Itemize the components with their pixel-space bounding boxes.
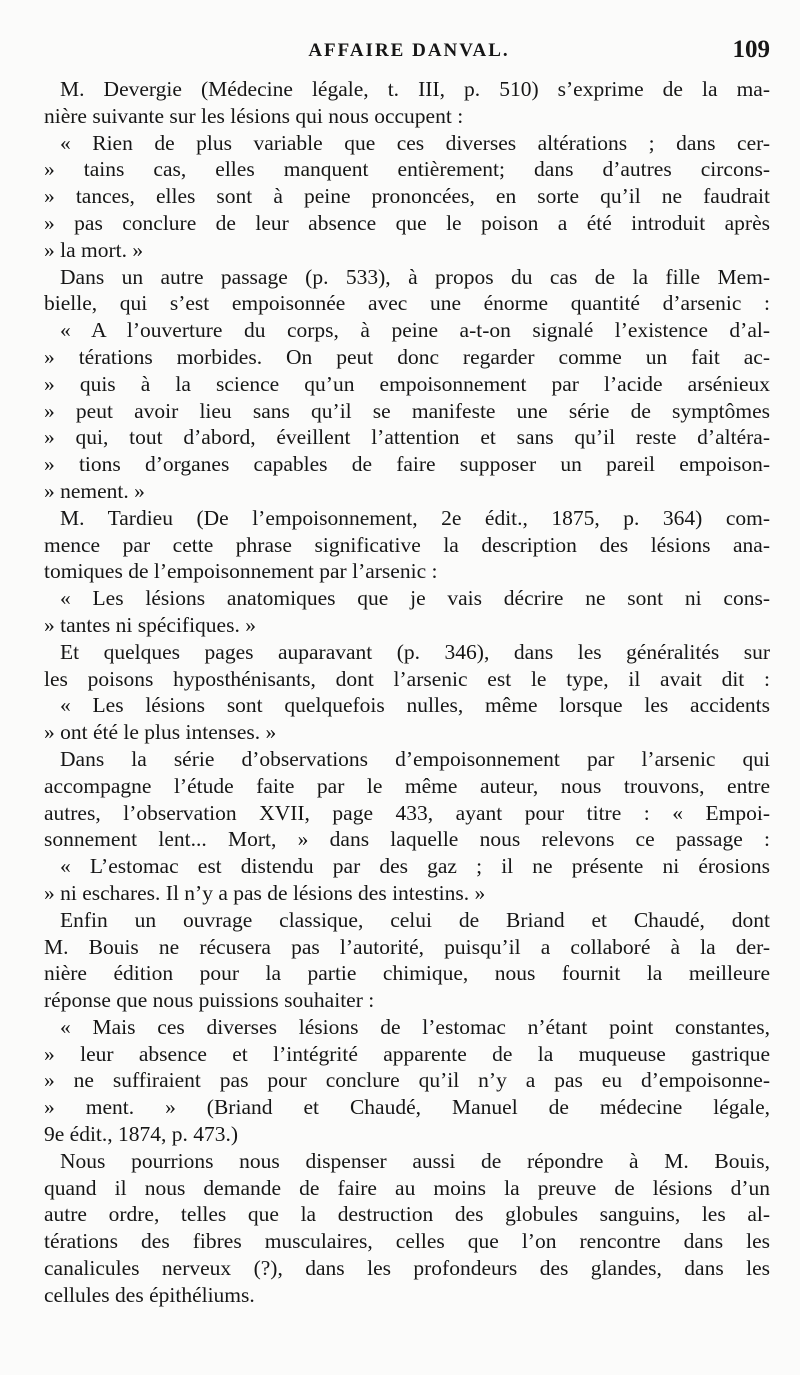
text-line: » ni eschares. Il n’y a pas de lésions des intestins. » — [44, 880, 486, 905]
text-line: Et quelques pages auparavant (p. 346), dans les généralités sur — [60, 639, 770, 664]
text-line: » qui, tout d’abord, éveillent l’attention et sans qu’il reste d’altéra- — [44, 425, 770, 450]
text-line: les poisons hyposthénisants, dont l’arsenic est le type, il avait dit : — [44, 666, 770, 691]
text-line: autre ordre, telles que la destruction des globules sanguins, les al- — [44, 1202, 770, 1227]
text-line: « Les lésions sont quelquefois nulles, même lorsque les accidents — [60, 693, 770, 718]
text-line: Dans un autre passage (p. 533), à propos du cas de la fille Mem- — [60, 264, 770, 289]
text-line: quand il nous demande de faire au moins la preuve de lésions d’un — [44, 1175, 770, 1200]
body-text — [44, 76, 770, 1309]
text-line: » quis à la science qu’un empoisonnement par l’acide arsénieux — [44, 371, 770, 396]
text-line: nière édition pour la partie chimique, nous fournit la meilleure — [44, 961, 770, 986]
text-line: » tions d’organes capables de faire supposer un pareil empoison- — [44, 452, 770, 477]
text-line: » tains cas, elles manquent entièrement; dans d’autres circons- — [44, 157, 770, 182]
text-line: M. Bouis ne récusera pas l’autorité, puisqu’il a collaboré à la der- — [44, 934, 770, 959]
text-line: » térations morbides. On peut donc regarder comme un fait ac- — [44, 344, 770, 369]
text-line: bielle, qui s’est empoisonnée avec une énorme quantité d’arsenic : — [44, 291, 770, 316]
running-head — [44, 36, 774, 66]
text-line: » peut avoir lieu sans qu’il se manifeste une série de symptômes — [44, 398, 770, 423]
text-line: réponse que nous puissions souhaiter : — [44, 988, 375, 1013]
text-line: Enfin un ouvrage classique, celui de Briand et Chaudé, dont — [60, 907, 770, 932]
text-line: mence par cette phrase significative la description des lésions ana- — [44, 532, 770, 557]
text-line: 9e édit., 1874, p. 473.) — [44, 1122, 239, 1147]
text-line: « A l’ouverture du corps, à peine a-t-on signalé l’existence d’al- — [60, 318, 770, 343]
text-line: » leur absence et l’intégrité apparente de la muqueuse gastrique — [44, 1041, 770, 1066]
text-line: Nous pourrions nous dispenser aussi de répondre à M. Bouis, — [60, 1148, 770, 1173]
text-line: » la mort. » — [44, 237, 144, 262]
text-line: sonnement lent... Mort, » dans laquelle nous relevons ce passage : — [44, 827, 770, 852]
text-line: » pas conclure de leur absence que le poison a été introduit après — [44, 210, 770, 235]
text-line: térations des fibres musculaires, celles que l’on rencontre dans les — [44, 1229, 770, 1254]
text-line: accompagne l’étude faite par le même auteur, nous trouvons, entre — [44, 773, 770, 798]
text-line: « Rien de plus variable que ces diverses altérations ; dans cer- — [60, 130, 770, 155]
text-line: nière suivante sur les lésions qui nous occupent : — [44, 103, 464, 128]
running-title: AFFAIRE DANVAL. — [308, 40, 510, 61]
text-line: cellules des épithéliums. — [44, 1282, 255, 1307]
text-line: » ont été le plus intenses. » — [44, 720, 277, 745]
text-line: M. Devergie (Médecine légale, t. III, p. 510) s’exprime de la ma- — [60, 77, 770, 101]
text-line: M. Tardieu (De l’empoisonnement, 2e édit., 1875, p. 364) com- — [60, 505, 770, 530]
text-line: » ment. » (Briand et Chaudé, Manuel de médecine légale, — [44, 1095, 770, 1120]
text-line: autres, l’observation XVII, page 433, ayant pour titre : « Empoi- — [44, 800, 770, 825]
text-line: » tantes ni spécifiques. » — [44, 612, 256, 637]
text-line: « Mais ces diverses lésions de l’estomac n’étant point constantes, — [60, 1014, 770, 1039]
text-line: » ne suffiraient pas pour conclure qu’il n’y a pas eu d’empoisonne- — [44, 1068, 770, 1093]
page-number: 109 — [732, 36, 770, 63]
text-line: « L’estomac est distendu par des gaz ; il ne présente ni érosions — [60, 854, 770, 879]
text-line: canalicules nerveux (?), dans les profondeurs des glandes, dans les — [44, 1256, 770, 1281]
text-line: » nement. » — [44, 478, 145, 503]
text-line: tomiques de l’empoisonnement par l’arsenic : — [44, 559, 438, 584]
text-line: Dans la série d’observations d’empoisonnement par l’arsenic qui — [60, 746, 770, 771]
text-line: « Les lésions anatomiques que je vais décrire ne sont ni cons- — [60, 586, 770, 611]
text-line: » tances, elles sont à peine prononcées, en sorte qu’il ne faudrait — [44, 184, 770, 209]
